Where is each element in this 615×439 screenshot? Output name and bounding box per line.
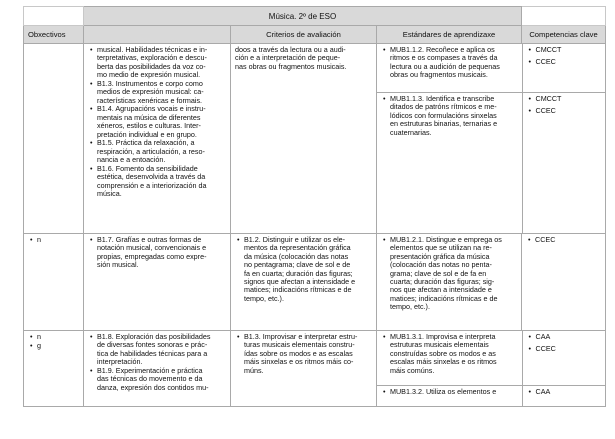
competence-item: • CCEC xyxy=(536,58,604,66)
competences-cell xyxy=(522,93,606,234)
competence-item: • CMCCT xyxy=(536,46,604,54)
objectives-cell xyxy=(24,234,84,331)
header-row xyxy=(24,26,606,44)
criteria-item: • B1.2. Distinguir e utilizar os ele- mentos da representación gráfica da música (colocación das notas no pentagrama; clave de sol e de fa en cuarta; duración das figuras; signos que afectan a intensidade e matices; indicacións rítmicas e de tempo, etc.). xyxy=(244,236,373,303)
objective-item: • g xyxy=(37,342,80,350)
contents-item: • B1.6. Fomento da sensibilidade estética, desenvolvida a través da comprensión e a interiorización da música. xyxy=(97,165,227,199)
competences-cell xyxy=(522,234,606,331)
contents-item: • B1.8. Exploración das posibilidades de diversas fontes sonoras e prác- tica de habilidades técnicas para a interpretación. xyxy=(97,333,227,367)
objective-item: • n xyxy=(37,236,80,244)
criteria-text: doos a través da lectura ou a audi- ción e a interpretación de peque- nas obras ou fragmentos musicais. xyxy=(235,45,347,71)
criteria-cell xyxy=(231,234,377,331)
criteria-item: • B1.3. Improvisar e interpretar estru- turas musicais elementais constru- ídas sobre os modos e as escalas máis sinxelas e os ritmos máis co- múns. xyxy=(244,333,373,375)
standard-row xyxy=(377,93,606,234)
header-standards: Estándares de aprendizaxe xyxy=(377,26,522,44)
curriculum-table-page xyxy=(23,6,605,407)
title-row xyxy=(24,7,606,26)
header-objectives: Obxectivos xyxy=(24,26,84,44)
contents-cell xyxy=(84,44,231,234)
objectives-cell xyxy=(24,44,84,234)
contents-item: • B1.3. Instrumentos e corpo como medios de expresión musical: ca- racterísticas xenéricas e formais. xyxy=(97,80,227,105)
criteria-cell xyxy=(231,331,377,407)
competence-item: • CAA xyxy=(536,388,604,396)
title-blank-cell xyxy=(24,7,84,26)
contents-item: • B1.9. Experimentación e práctica das técnicas do movemento e da danza, expresión dos contidos mu- xyxy=(97,367,227,392)
table-row xyxy=(24,331,606,407)
standard-cell xyxy=(377,234,522,331)
standard-cell xyxy=(377,93,522,234)
standard-row xyxy=(377,331,606,386)
competences-cell xyxy=(522,44,606,93)
standard-row xyxy=(377,44,606,93)
competences-cell xyxy=(522,331,606,386)
objectives-cell xyxy=(24,331,84,407)
standard-item: • MUB1.3.2. Utiliza os elementos e xyxy=(390,388,519,396)
competence-item: • CCEC xyxy=(536,107,604,115)
standard-item: • MUB1.1.3. Identifica e transcribe ditados de patróns rítmicos e me- lódicos con formulacións sinxelas en estruturas binarias, ternarias e cuaternarias. xyxy=(390,95,519,137)
contents-item: • B1.5. Práctica da relaxación, a respiración, a articulación, a reso- nancia e a entoación. xyxy=(97,139,227,164)
table-row xyxy=(24,234,606,331)
standards-group xyxy=(377,44,606,234)
standard-item: • MUB1.2.1. Distingue e emprega os elementos que se utilizan na re- presentación gráfica da música (colocación das notas no penta- grama; clave de sol e de fa en cuarta; duración das figuras; sig- nos que afectan a intensidade e matices; indicacións rítmicas e de tempo, etc.). xyxy=(390,236,518,312)
title-blank-cell xyxy=(522,7,606,26)
standard-item: • MUB1.3.1. Improvisa e interpreta estruturas musicais elementais construídas sobre os modos e as escalas máis sinxelas e os ritmos máis comúns. xyxy=(390,333,519,375)
criteria-cell xyxy=(231,44,377,234)
contents-cell xyxy=(84,234,231,331)
table-row xyxy=(24,44,606,234)
competence-item: • CCEC xyxy=(536,345,604,353)
standards-subtable xyxy=(377,331,606,406)
standard-cell xyxy=(377,386,522,407)
standard-item: • MUB1.1.2. Recoñece e aplica os ritmos e os compases a través da lectura ou a audición de pequenas obras ou fragmentos musicais. xyxy=(390,46,519,80)
contents-item: • B1.7. Grafías e outras formas de notación musical, convencionais e propias, empregadas como expre- sión musical. xyxy=(97,236,227,270)
contents-cell xyxy=(84,331,231,407)
header-competences: Competencias clave xyxy=(522,26,606,44)
standards-group xyxy=(377,331,606,407)
header-contents xyxy=(84,26,231,44)
standard-cell xyxy=(377,331,522,386)
header-criteria: Criterios de avaliación xyxy=(231,26,377,44)
standards-subtable xyxy=(377,44,606,233)
table-title: Música. 2º de ESO xyxy=(84,7,522,26)
competence-item: • CMCCT xyxy=(536,95,604,103)
standard-cell xyxy=(377,44,522,93)
contents-text: • musical. Habilidades técnicas e in- terpretativas, exploración e descu- berta das posibilidades da voz co- mo medio de expresión musical. xyxy=(97,46,227,80)
contents-item: • B1.4. Agrupacións vocais e instru- mentais na música de diferentes xéneros, estilos e culturas. Inter- pretación individual e en grupo. xyxy=(97,105,227,139)
competences-cell xyxy=(522,386,606,407)
competence-item: • CAA xyxy=(536,333,604,341)
curriculum-table xyxy=(23,6,606,407)
competence-item: • CCEC xyxy=(535,236,602,244)
objective-item: • n xyxy=(37,333,80,341)
standard-row xyxy=(377,386,606,407)
